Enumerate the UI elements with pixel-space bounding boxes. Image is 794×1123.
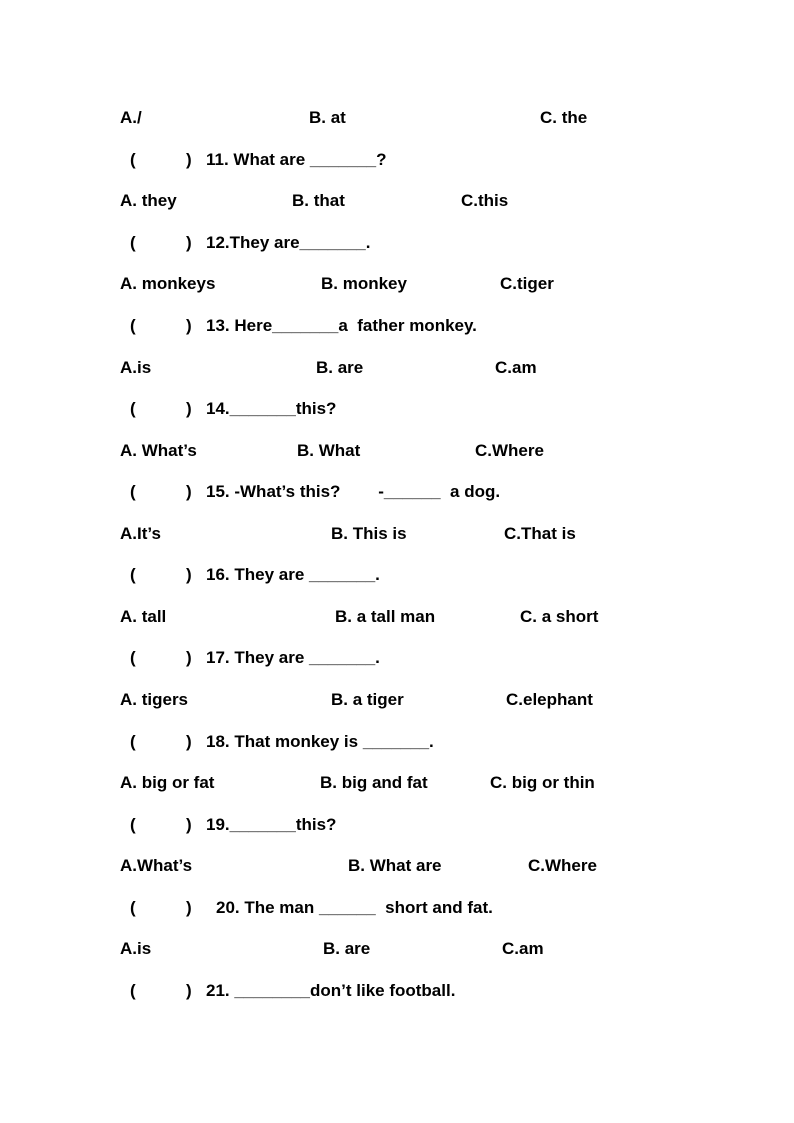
- question-row-15: [0, 481, 794, 503]
- answer-paren-open: (: [130, 981, 136, 1000]
- options-row: [0, 855, 794, 877]
- answer-paren-open: (: [130, 732, 136, 751]
- option-b: B. that: [292, 191, 345, 210]
- option-c: C.tiger: [500, 274, 554, 293]
- question-row-19: [0, 814, 794, 836]
- options-row: [0, 357, 794, 379]
- option-a: A. What’s: [120, 441, 197, 460]
- question-row-17: [0, 647, 794, 669]
- answer-paren-open: (: [130, 316, 136, 335]
- question-text: 20. The man ______ short and fat.: [216, 898, 493, 917]
- option-b: B. at: [309, 108, 346, 127]
- option-b: B. monkey: [321, 274, 407, 293]
- question-text: 12.They are_______.: [206, 233, 371, 252]
- option-a: A. big or fat: [120, 773, 215, 792]
- option-b: B. are: [323, 939, 371, 958]
- option-b: B. big and fat: [320, 773, 428, 792]
- question-text: 19._______this?: [206, 815, 337, 834]
- option-c: C.this: [461, 191, 509, 210]
- answer-paren-close: ): [186, 399, 192, 418]
- question-row-16: [0, 564, 794, 586]
- options-row: [0, 606, 794, 628]
- answer-paren-close: ): [186, 898, 192, 917]
- question-text: 18. That monkey is _______.: [206, 732, 434, 751]
- question-text: 13. Here_______a father monkey.: [206, 316, 477, 335]
- option-c: C.elephant: [506, 690, 593, 709]
- option-c: C. the: [540, 108, 588, 127]
- answer-paren-open: (: [130, 648, 136, 667]
- answer-paren-close: ): [186, 150, 192, 169]
- option-b: B. a tall man: [335, 607, 436, 626]
- answer-paren-open: (: [130, 898, 136, 917]
- options-row: [0, 523, 794, 545]
- question-text: 15. -What’s this? -______ a dog.: [206, 482, 501, 501]
- answer-paren-close: ): [186, 316, 192, 335]
- answer-paren-close: ): [186, 732, 192, 751]
- question-row-20: [0, 897, 794, 919]
- option-a: A. they: [120, 191, 177, 210]
- option-b: B. are: [316, 358, 364, 377]
- answer-paren-open: (: [130, 565, 136, 584]
- question-row-13: [0, 315, 794, 337]
- answer-paren-close: ): [186, 565, 192, 584]
- option-c: C. a short: [520, 607, 599, 626]
- answer-paren-open: (: [130, 482, 136, 501]
- options-row: [0, 689, 794, 711]
- answer-paren-close: ): [186, 981, 192, 1000]
- option-a: A.is: [120, 939, 152, 958]
- answer-paren-close: ): [186, 482, 192, 501]
- question-text: 16. They are _______.: [206, 565, 380, 584]
- question-row-11: [0, 149, 794, 171]
- options-row: [0, 273, 794, 295]
- option-b: B. What are: [348, 856, 442, 875]
- option-a: A.What’s: [120, 856, 193, 875]
- options-row: [0, 107, 794, 129]
- options-row: [0, 938, 794, 960]
- question-row-14: [0, 398, 794, 420]
- option-b: B. This is: [331, 524, 407, 543]
- answer-paren-open: (: [130, 150, 136, 169]
- answer-paren-open: (: [130, 399, 136, 418]
- answer-paren-open: (: [130, 815, 136, 834]
- options-row: [0, 190, 794, 212]
- option-b: B. a tiger: [331, 690, 404, 709]
- question-row-18: [0, 731, 794, 753]
- question-text: 11. What are _______?: [206, 150, 387, 169]
- question-text: 21. ________don’t like football.: [206, 981, 456, 1000]
- question-text: 14._______this?: [206, 399, 337, 418]
- option-a: A.It’s: [120, 524, 161, 543]
- option-a: A./: [120, 108, 142, 127]
- question-row-12: [0, 232, 794, 254]
- option-a: A. tigers: [120, 690, 189, 709]
- option-c: C.am: [502, 939, 544, 958]
- options-row: [0, 772, 794, 794]
- option-b: B. What: [297, 441, 361, 460]
- option-a: A. monkeys: [120, 274, 216, 293]
- option-c: C. big or thin: [490, 773, 595, 792]
- option-c: C.Where: [475, 441, 544, 460]
- option-a: A.is: [120, 358, 152, 377]
- options-row: [0, 440, 794, 462]
- option-c: C.Where: [528, 856, 597, 875]
- answer-paren-close: ): [186, 648, 192, 667]
- option-c: C.am: [495, 358, 537, 377]
- question-row-21: [0, 980, 794, 1002]
- option-a: A. tall: [120, 607, 167, 626]
- question-text: 17. They are _______.: [206, 648, 380, 667]
- answer-paren-close: ): [186, 815, 192, 834]
- answer-paren-close: ): [186, 233, 192, 252]
- option-c: C.That is: [504, 524, 576, 543]
- answer-paren-open: (: [130, 233, 136, 252]
